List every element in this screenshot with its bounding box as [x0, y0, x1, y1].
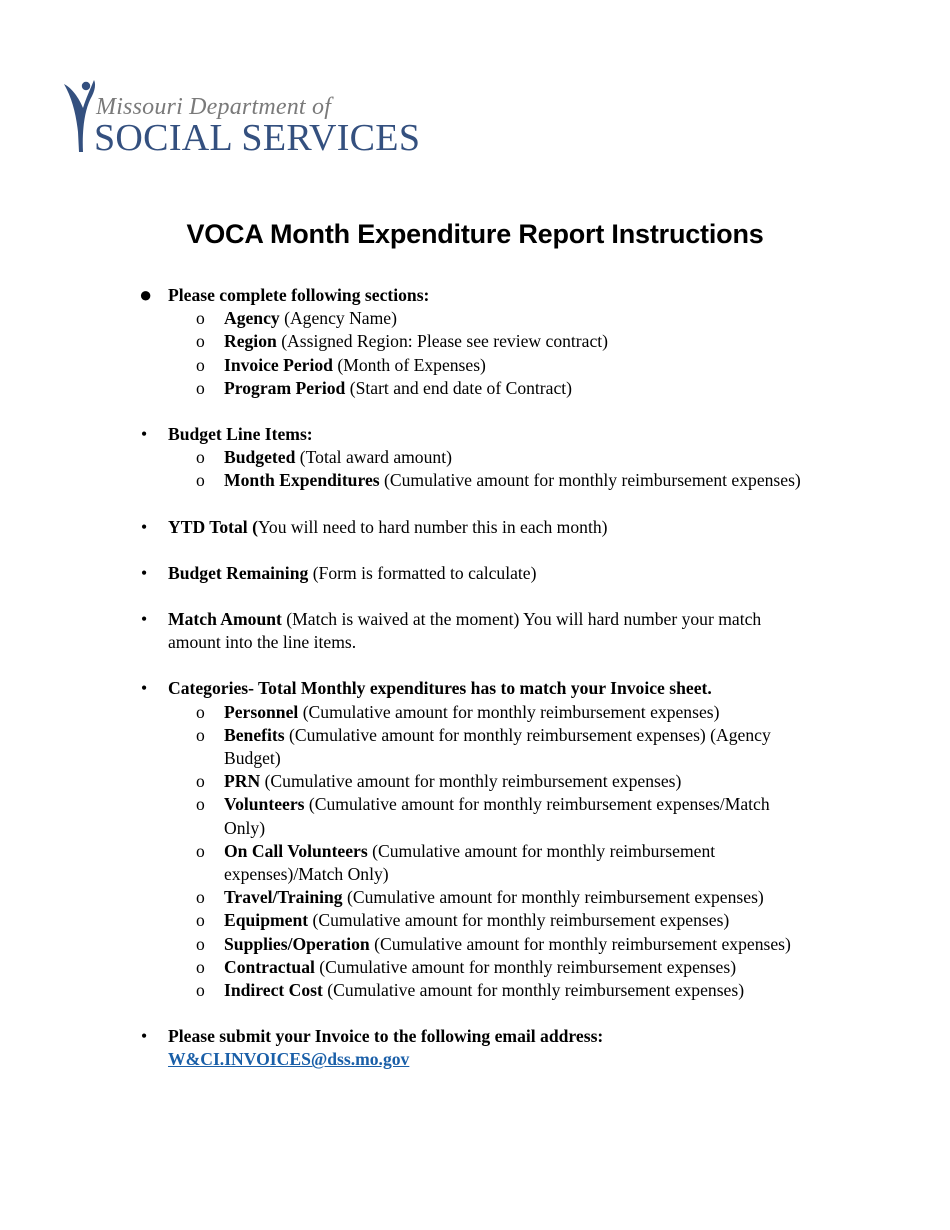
sub-item	[0, 840, 950, 863]
bullet-item-continued: amount into the line items.	[168, 632, 357, 653]
bullet-icon: •	[141, 562, 148, 583]
sub-item	[0, 446, 950, 469]
sub-item	[0, 307, 950, 330]
bullet-icon: •	[141, 516, 148, 537]
item-term: Indirect Cost	[224, 980, 323, 1001]
sub-item	[0, 469, 950, 492]
section-ytd	[0, 516, 950, 539]
circle-bullet-icon: o	[196, 771, 205, 792]
sub-item-continued: Budget)	[224, 748, 281, 769]
circle-bullet-icon: o	[196, 956, 205, 977]
item-term: Invoice Period	[224, 354, 333, 375]
item-term: Budget Remaining	[168, 562, 309, 583]
item-term: Volunteers	[224, 794, 305, 815]
item-term: Supplies/Operation	[224, 933, 370, 954]
invoice-email-link[interactable]: W&CI.INVOICES@dss.mo.gov	[168, 1049, 410, 1070]
item-desc: (Cumulative amount for monthly reimbursement expenses)	[347, 887, 764, 908]
bullet-icon: •	[141, 424, 148, 445]
section-heading: Budget Line Items:	[168, 424, 313, 445]
item-desc: (Month of Expenses)	[337, 354, 486, 375]
section-heading: Categories- Total Monthly expenditures has to match your Invoice sheet.	[168, 678, 712, 699]
item-desc: (Cumulative amount for monthly reimbursement	[372, 840, 716, 861]
bullet-item	[0, 284, 950, 307]
circle-bullet-icon: o	[196, 840, 205, 861]
item-term: Equipment	[224, 910, 309, 931]
sub-item	[0, 793, 950, 816]
item-desc: (Cumulative amount for monthly reimbursement expenses)	[327, 980, 745, 1001]
logo-department-text: Missouri Department of	[96, 94, 332, 120]
item-term: Travel/Training	[224, 887, 343, 908]
item-desc: (Cumulative amount for monthly reimbursement expenses)	[302, 701, 720, 722]
sub-item	[0, 886, 950, 909]
item-desc: (Assigned Region: Please see review contract)	[281, 331, 609, 352]
sub-item	[0, 909, 950, 932]
bullet-item	[0, 1025, 950, 1048]
circle-bullet-icon: o	[196, 308, 205, 329]
sub-item	[0, 330, 950, 353]
item-desc: (Cumulative amount for monthly reimbursement expenses) (Agency	[289, 724, 771, 745]
sub-item	[0, 770, 950, 793]
item-term: Match Amount	[168, 609, 282, 630]
section-match-amount	[0, 608, 950, 654]
item-term: YTD Total (	[168, 516, 258, 537]
item-term: Month Expenditures	[224, 470, 380, 491]
bullet-item	[0, 562, 950, 585]
circle-bullet-icon: o	[196, 377, 205, 398]
sub-item-continued: Only)	[224, 817, 266, 838]
sub-item	[0, 377, 950, 400]
item-desc: (Agency Name)	[284, 308, 397, 329]
circle-bullet-icon: o	[196, 331, 205, 352]
bullet-icon: •	[141, 609, 148, 630]
item-desc: (Match is waived at the moment) You will hard number your match	[286, 609, 762, 630]
sub-item	[0, 979, 950, 1002]
circle-bullet-icon: o	[196, 980, 205, 1001]
item-desc: (Form is formatted to calculate)	[312, 562, 537, 583]
item-desc: You will need to hard number this in each month)	[257, 516, 608, 537]
item-term: Program Period	[224, 377, 346, 398]
circle-bullet-icon: o	[196, 794, 205, 815]
person-figure-icon	[62, 76, 98, 156]
circle-bullet-icon: o	[196, 447, 205, 468]
item-term: PRN	[224, 771, 261, 792]
item-term: Region	[224, 331, 277, 352]
circle-bullet-icon: o	[196, 910, 205, 931]
item-term: Benefits	[224, 724, 285, 745]
item-term: Contractual	[224, 956, 315, 977]
dss-logo	[62, 76, 421, 159]
item-desc: (Cumulative amount for monthly reimbursement expenses)	[384, 470, 801, 491]
instructions	[0, 284, 950, 1095]
section-categories	[0, 677, 950, 1002]
bullet-item	[0, 423, 950, 446]
circle-bullet-icon: o	[196, 470, 205, 491]
bullet-icon: ●	[139, 282, 153, 307]
section-budget-remaining	[0, 562, 950, 585]
logo-agency-name: SOCIAL SERVICES	[94, 117, 421, 159]
item-term: Budgeted	[224, 447, 296, 468]
item-desc: (Cumulative amount for monthly reimbursement expenses)	[319, 956, 737, 977]
sub-item-continued: expenses)/Match Only)	[224, 864, 389, 885]
item-desc: (Cumulative amount for monthly reimbursement expenses)	[374, 933, 791, 954]
sub-item	[0, 956, 950, 979]
sub-item	[0, 354, 950, 377]
section-heading: Please complete following sections:	[168, 285, 430, 305]
circle-bullet-icon: o	[196, 887, 205, 908]
section-complete	[0, 284, 950, 400]
circle-bullet-icon: o	[196, 701, 205, 722]
circle-bullet-icon: o	[196, 354, 205, 375]
circle-bullet-icon: o	[196, 933, 205, 954]
email-line	[0, 1048, 950, 1071]
bullet-item	[0, 677, 950, 700]
sub-item	[0, 701, 950, 724]
page-title: VOCA Month Expenditure Report Instructions	[186, 219, 764, 249]
sub-item	[0, 724, 950, 747]
section-budget	[0, 423, 950, 493]
bullet-icon: •	[141, 1026, 148, 1047]
section-submit	[0, 1025, 950, 1071]
item-desc: (Start and end date of Contract)	[349, 377, 573, 398]
item-desc: (Cumulative amount for monthly reimbursement expenses)	[312, 910, 730, 931]
item-desc: (Cumulative amount for monthly reimbursement expenses)	[264, 771, 682, 792]
bullet-item	[0, 516, 950, 539]
bullet-item	[0, 608, 950, 631]
item-term: Personnel	[224, 701, 299, 722]
item-term: Agency	[224, 308, 280, 329]
bullet-icon: •	[141, 678, 148, 699]
item-term: On Call Volunteers	[224, 840, 368, 861]
item-desc: (Total award amount)	[299, 447, 452, 468]
section-heading: Please submit your Invoice to the following email address:	[168, 1026, 604, 1047]
sub-item	[0, 933, 950, 956]
circle-bullet-icon: o	[196, 724, 205, 745]
item-desc: (Cumulative amount for monthly reimbursement expenses/Match	[308, 794, 770, 815]
